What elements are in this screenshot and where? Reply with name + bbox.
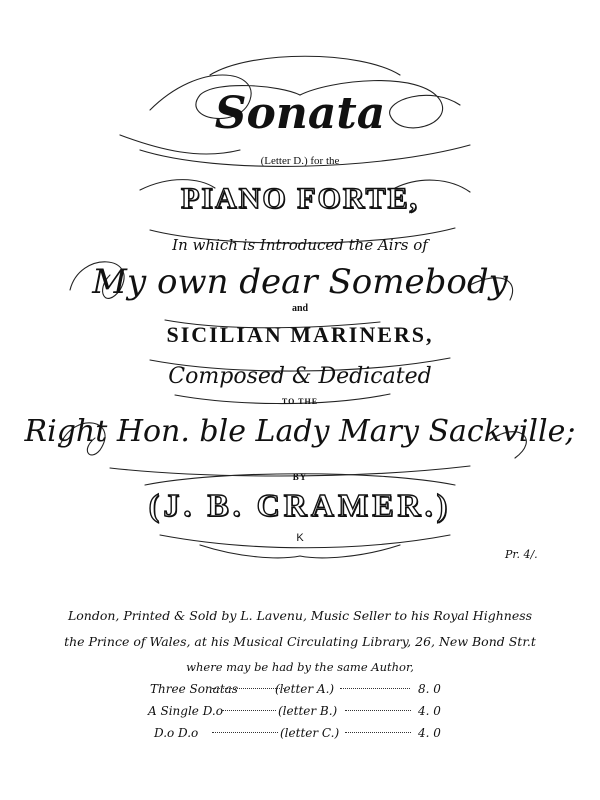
- catalogue-item-name: A Single D.o: [148, 704, 223, 718]
- instrument-title: PIANO FORTE,: [181, 182, 419, 215]
- leader-dots: [222, 710, 276, 711]
- by-word: BY: [292, 472, 308, 482]
- catalogue-mark: K: [296, 532, 304, 544]
- catalogue-item-price: 4. 0: [418, 704, 441, 718]
- letter-line: (Letter D.) for the: [260, 155, 340, 167]
- intro-line: In which is Introduced the Airs of: [172, 236, 428, 254]
- leader-dots: [340, 688, 410, 689]
- and-word: and: [291, 303, 309, 314]
- catalogue-item-letter: (letter C.): [280, 726, 340, 740]
- imprint-line-3: where may be had by the same Author,: [186, 660, 414, 674]
- leader-dots: [345, 710, 411, 711]
- leader-dots: [212, 688, 284, 689]
- imprint-line-1: London, Printed & Sold by L. Lavenu, Music Seller to his Royal Highness: [67, 608, 533, 623]
- leader-dots: [345, 732, 411, 733]
- title-flourish-top: [210, 56, 400, 75]
- air-one: My own dear Somebody: [92, 262, 508, 302]
- composed-line: Composed & Dedicated: [168, 364, 432, 389]
- to-the: TO THE: [281, 397, 319, 406]
- catalogue-item-letter: (letter A.): [275, 682, 335, 696]
- catalogue-item-name: D.o D.o: [154, 726, 199, 740]
- catalogue-item-price: 4. 0: [418, 726, 441, 740]
- catalogue-item-letter: (letter B.): [278, 704, 338, 718]
- dedicatee: Right Hon. ble Lady Mary Sackville;: [24, 414, 576, 449]
- composer-name: (J. B. CRAMER.): [148, 487, 452, 523]
- title: Sonata: [214, 88, 386, 139]
- catalogue-item-price: 8. 0: [418, 682, 441, 696]
- price: Pr. 4/.: [505, 548, 538, 561]
- imprint-line-2: the Prince of Wales, at his Musical Circulating Library, 26, New Bond Str.t: [64, 634, 536, 649]
- air-two: SICILIAN MARINERS,: [166, 322, 434, 347]
- leader-dots: [212, 732, 278, 733]
- catalogue-item-name: Three Sonatas: [150, 682, 238, 696]
